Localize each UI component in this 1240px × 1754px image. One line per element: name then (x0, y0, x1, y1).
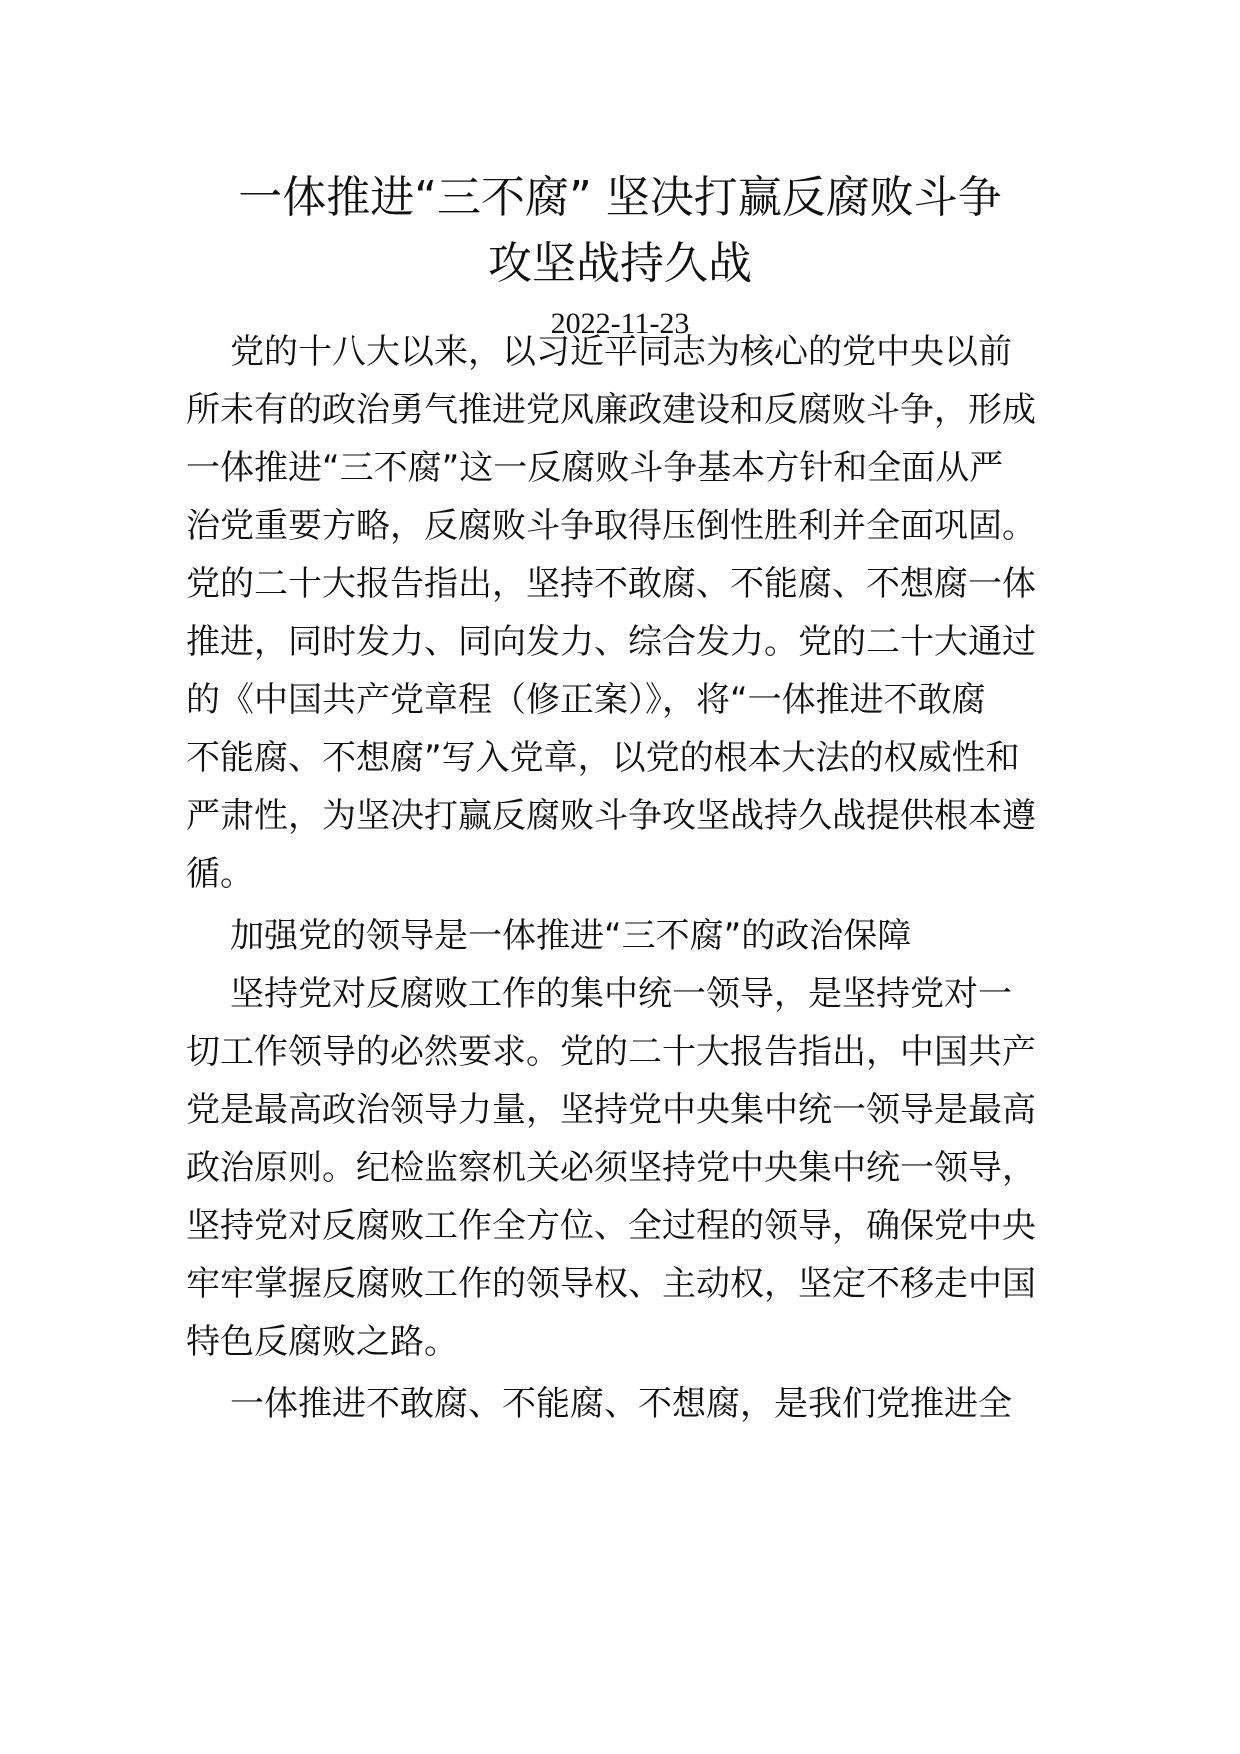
body-line: 不能腐、不想腐”写入党章，以党的根本大法的权威性和 (186, 738, 1020, 778)
body-line: 所未有的政治勇气推进党风廉政建设和反腐败斗争，形成 (186, 390, 1036, 430)
body-line: 党的十八大以来，以习近平同志为核心的党中央以前 (230, 332, 1012, 372)
body-line: 党是最高政治领导力量，坚持党中央集中统一领导是最高 (186, 1090, 1036, 1130)
publish-date: 2022-11-23 (550, 307, 690, 340)
body-line: 党的二十大报告指出，坚持不敢腐、不能腐、不想腐一体 (186, 564, 1036, 604)
body-line: 切工作领导的必然要求。党的二十大报告指出，中国共产 (186, 1032, 1036, 1072)
section-heading: 加强党的领导是一体推进“三不腐”的政治保障 (230, 916, 912, 956)
body-line: 政治原则。纪检监察机关必须坚持党中央集中统一领导， (186, 1148, 1036, 1188)
body-line: 特色反腐败之路。 (186, 1322, 458, 1362)
document-title-line-1: 一体推进“三不腐” 坚决打赢反腐败斗争 (238, 172, 1002, 223)
body-line: 严肃性，为坚决打赢反腐败斗争攻坚战持久战提供根本遵 (186, 796, 1036, 836)
body-line: 坚持党对反腐败工作的集中统一领导，是坚持党对一 (230, 974, 1012, 1014)
body-line: 牢牢掌握反腐败工作的领导权、主动权，坚定不移走中国 (186, 1264, 1036, 1304)
document-title-line-2: 攻坚战持久战 (488, 238, 752, 289)
body-line: 的《中国共产党章程（修正案）》，将“一体推进不敢腐 (186, 680, 986, 720)
body-line: 治党重要方略，反腐败斗争取得压倒性胜利并全面巩固。 (186, 506, 1036, 546)
body-line: 推进，同时发力、同向发力、综合发力。党的二十大通过 (186, 622, 1036, 662)
body-line: 一体推进“三不腐”这一反腐败斗争基本方针和全面从严 (186, 448, 1004, 488)
body-line: 循。 (186, 854, 254, 894)
body-line: 坚持党对反腐败工作全方位、全过程的领导，确保党中央 (186, 1206, 1036, 1246)
body-line: 一体推进不敢腐、不能腐、不想腐，是我们党推进全 (230, 1384, 1012, 1424)
